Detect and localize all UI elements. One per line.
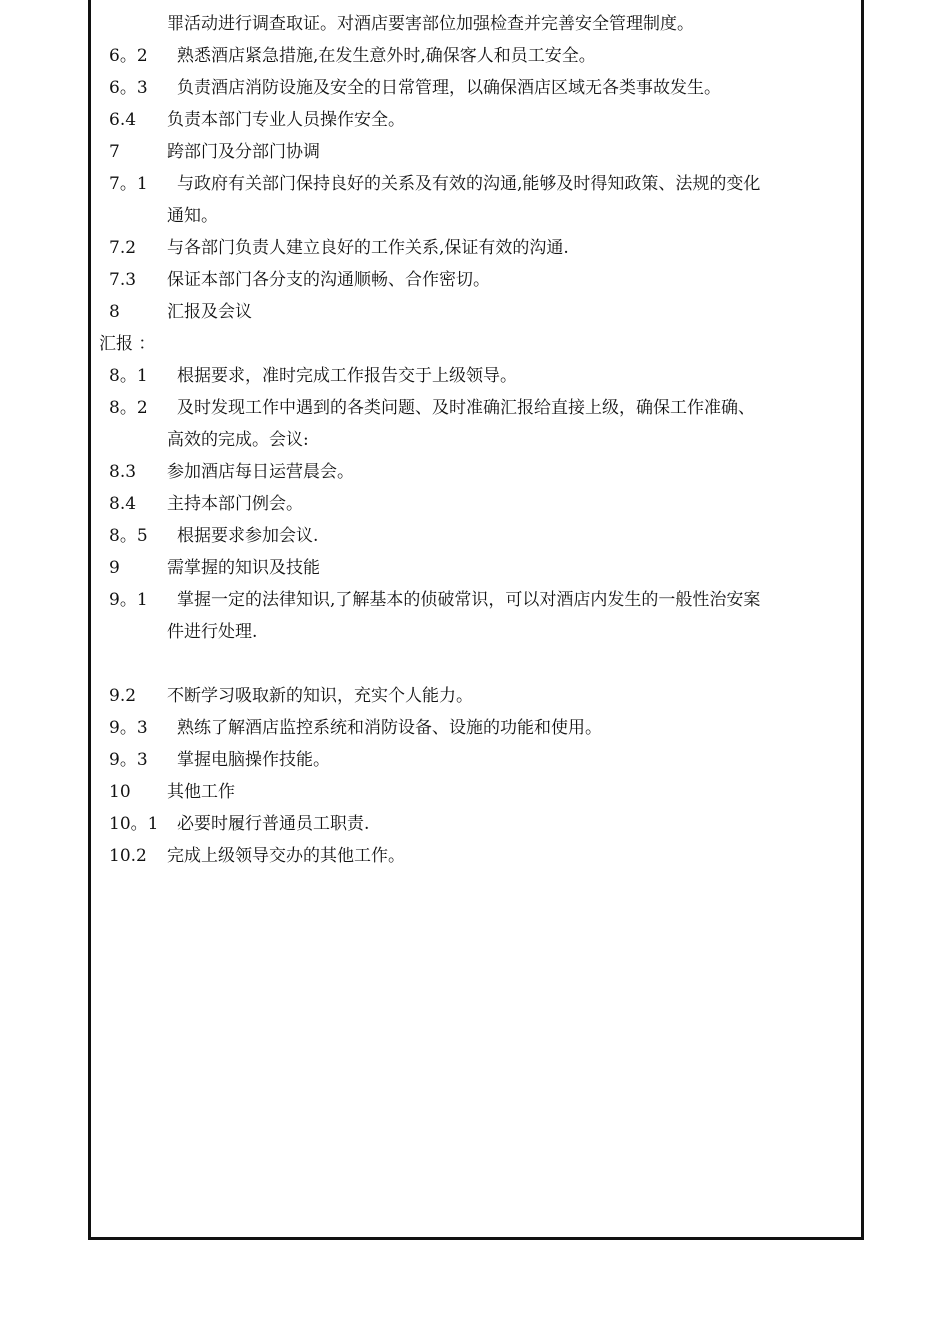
- section-number: 6.4: [109, 110, 137, 130]
- section-number: 7.2: [109, 238, 137, 258]
- line-text: 熟练了解酒店监控系统和消防设备、设施的功能和使用。: [177, 718, 602, 738]
- line-text: 通知。: [167, 206, 218, 226]
- line-text: 罪活动进行调查取证。对酒店要害部位加强检查并完善安全管理制度。: [167, 14, 694, 34]
- line-text: 根据要求，准时完成工作报告交于上级领导。: [177, 366, 517, 386]
- line-text: 件进行处理.: [167, 622, 258, 642]
- line-text: 不断学习吸取新的知识，充实个人能力。: [167, 686, 473, 706]
- section-number: 7.3: [109, 270, 137, 290]
- line-text: 跨部门及分部门协调: [167, 142, 320, 162]
- line-text: 完成上级领导交办的其他工作。: [167, 846, 405, 866]
- document-frame: [88, 0, 864, 1240]
- line-text: 掌握一定的法律知识,了解基本的侦破常识，可以对酒店内发生的一般性治安案: [177, 590, 761, 610]
- line-text: 及时发现工作中遇到的各类问题、及时准确汇报给直接上级，确保工作准确、: [177, 398, 755, 418]
- line-text: 与各部门负责人建立良好的工作关系,保证有效的沟通.: [167, 238, 569, 258]
- line-text: 与政府有关部门保持良好的关系及有效的沟通,能够及时得知政策、法规的变化: [177, 174, 761, 194]
- line-text: 熟悉酒店紧急措施,在发生意外时,确保客人和员工安全。: [177, 46, 596, 66]
- line-text: 保证本部门各分支的沟通顺畅、合作密切。: [167, 270, 490, 290]
- section-number: 6。2: [109, 46, 148, 66]
- line-text: 高效的完成。会议:: [167, 430, 309, 450]
- line-text: 汇报及会议: [167, 302, 252, 322]
- section-number: 8。1: [109, 366, 148, 386]
- line-text: 汇报 ：: [99, 334, 156, 354]
- section-number: 7。1: [109, 174, 148, 194]
- line-text: 其他工作: [167, 782, 235, 802]
- section-number: 9: [109, 558, 120, 578]
- line-text: 负责酒店消防设施及安全的日常管理，以确保酒店区域无各类事故发生。: [177, 78, 721, 98]
- line-text: 负责本部门专业人员操作安全。: [167, 110, 405, 130]
- line-text: 必要时履行普通员工职责.: [177, 814, 370, 834]
- section-number: 10: [109, 782, 131, 802]
- line-text: 参加酒店每日运营晨会。: [167, 462, 354, 482]
- section-number: 8。5: [109, 526, 148, 546]
- line-text: 掌握电脑操作技能。: [177, 750, 330, 770]
- section-number: 6。3: [109, 78, 148, 98]
- section-number: 8.4: [109, 494, 137, 514]
- section-number: 9。1: [109, 590, 148, 610]
- line-text: 根据要求参加会议.: [177, 526, 319, 546]
- line-text: 主持本部门例会。: [167, 494, 303, 514]
- section-number: 10.2: [109, 846, 147, 866]
- section-number: 8。2: [109, 398, 148, 418]
- section-number: 8.3: [109, 462, 137, 482]
- line-text: 需掌握的知识及技能: [167, 558, 320, 578]
- section-number: 9.2: [109, 686, 137, 706]
- section-number: 8: [109, 302, 120, 322]
- section-number: 9。3: [109, 750, 148, 770]
- section-number: 9。3: [109, 718, 148, 738]
- section-number: 7: [109, 142, 120, 162]
- section-number: 10。1: [109, 814, 159, 834]
